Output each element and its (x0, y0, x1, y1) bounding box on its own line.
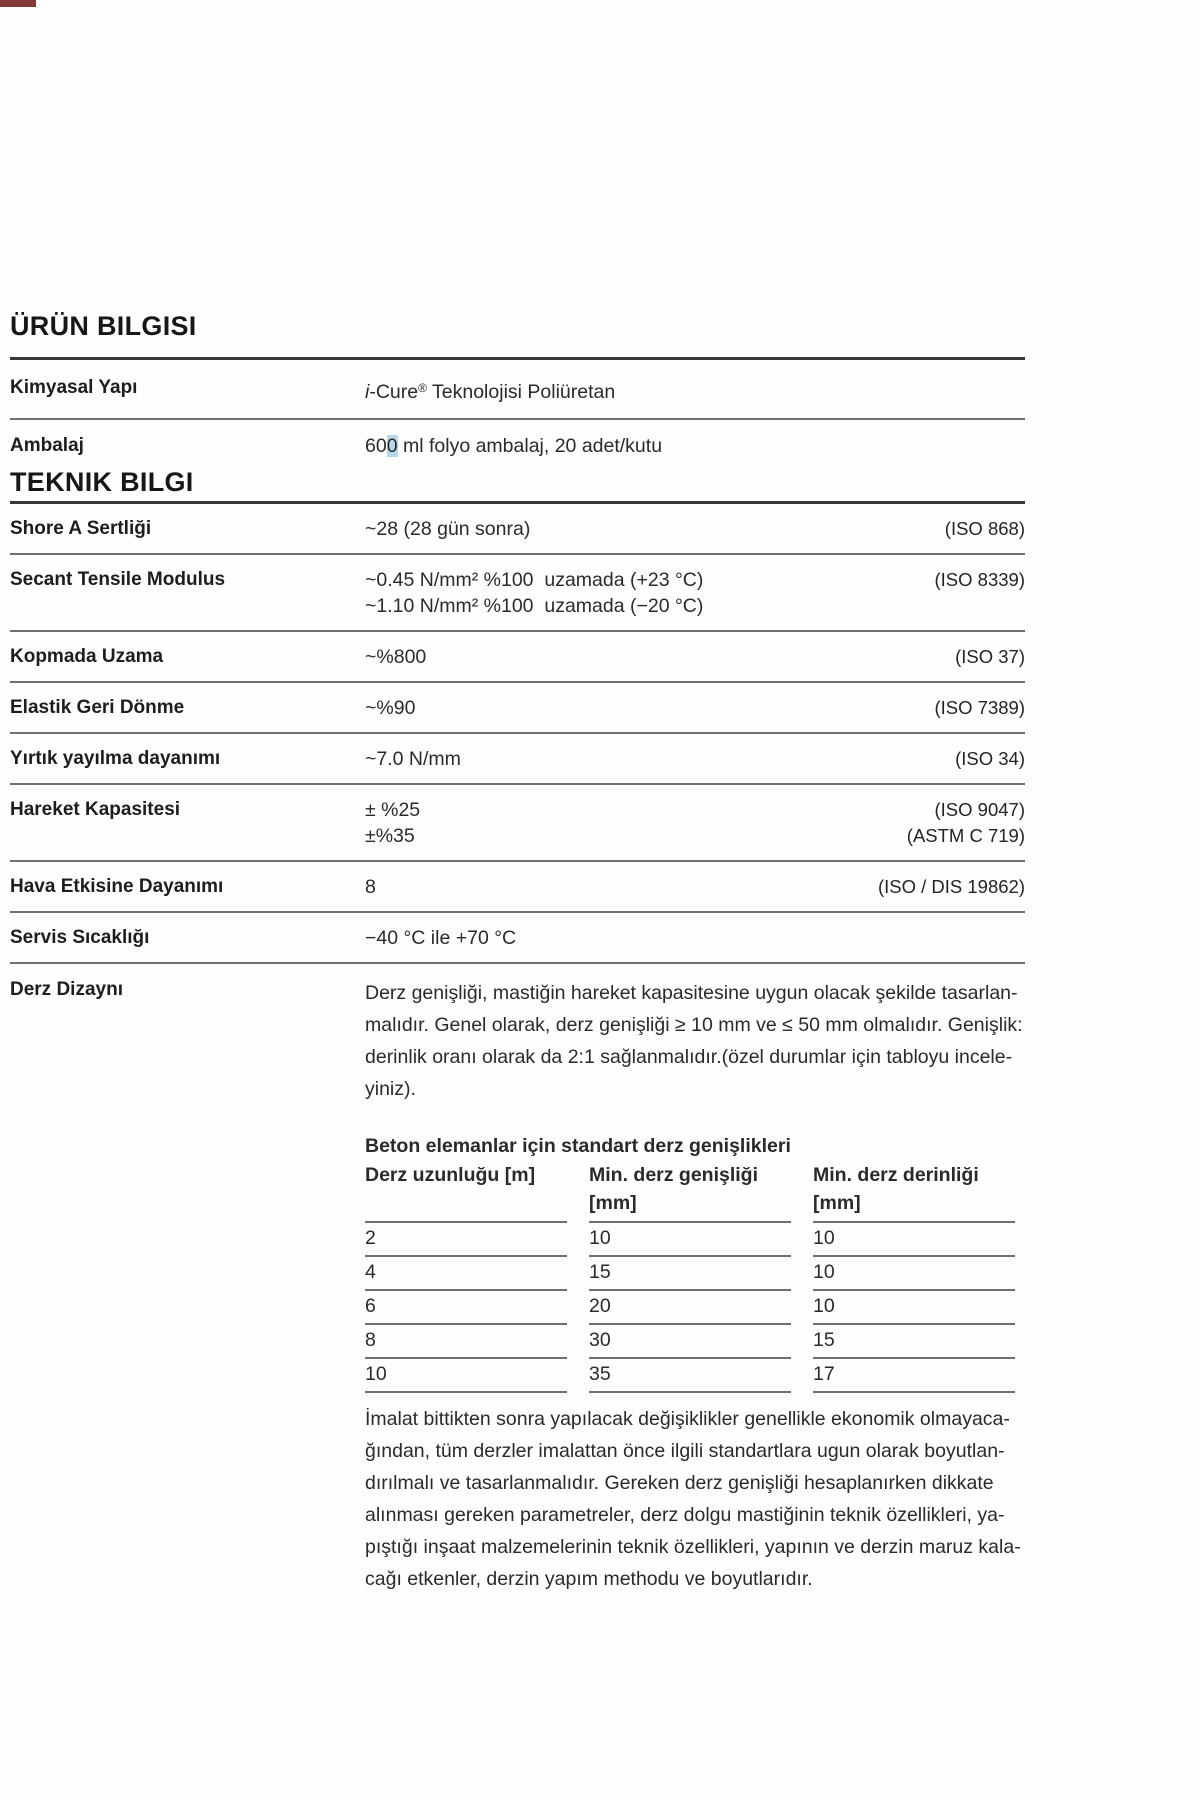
spec-standard (825, 746, 1025, 772)
spec-label: Kopmada Uzama (10, 646, 164, 667)
spec-standard (825, 695, 1025, 721)
section-title-teknik-bilgi: TEKNIK BILGI (10, 467, 194, 497)
spec-value (365, 433, 1025, 459)
table-cell: 8 (365, 1325, 567, 1359)
spec-standard (825, 874, 1025, 900)
paragraph-line: cağı etkenler, derzin yapım methodu ve boyutlarıdır. (365, 1568, 813, 1590)
column-header (365, 1161, 567, 1223)
table-title: Beton elemanlar için standart derz genişlikleri (365, 1135, 791, 1157)
table-cell: 17 (813, 1359, 1015, 1393)
column-header (813, 1161, 1015, 1223)
table-cell: 15 (589, 1257, 791, 1291)
spec-value (365, 746, 825, 772)
spec-label: Servis Sıcaklığı (10, 927, 150, 948)
spec-label: Hava Etkisine Dayanımı (10, 876, 224, 897)
spec-value (365, 797, 825, 849)
spec-value (365, 375, 1025, 405)
spec-row-shore-a (10, 504, 1025, 553)
spec-row-kimyasal-yapi (10, 360, 1025, 418)
spec-value (365, 567, 825, 619)
derz-dizayni-content (365, 977, 1025, 1595)
table-cell: 30 (589, 1325, 791, 1359)
paragraph-line: ğından, tüm derzler imalattan önce ilgili standartlara ugun olarak boyutlan- (365, 1440, 1005, 1462)
column-header-name: Min. derz genişliği (589, 1164, 759, 1186)
standard-line: (ISO 868) (944, 518, 1025, 539)
paragraph-line: dırılmalı ve tasarlanmalıdır. Gereken derz genişliği hesaplanırken dikkate (365, 1472, 994, 1494)
spec-standard (825, 567, 1025, 593)
paragraph-line: alınması gereken parametreler, derz dolgu mastiğinin teknik özellikleri, ya- (365, 1504, 1005, 1526)
spec-value-line: −40 °C ile +70 °C (365, 927, 517, 949)
value-segment: Teknolojisi Poliüretan (426, 381, 616, 403)
spec-row-kopmada-uzama (10, 632, 1025, 681)
spec-label: Derz Dizaynı (10, 979, 123, 1000)
spec-row-hareket-kapasitesi (10, 785, 1025, 860)
table-row (365, 1359, 1015, 1393)
paragraph-line: yiniz). (365, 1078, 416, 1100)
standard-line: (ISO 8339) (934, 569, 1025, 590)
value-segment: -Cure (369, 381, 419, 403)
spec-value-line: 8 (365, 876, 376, 898)
column-header-unit: [mm] (813, 1192, 861, 1214)
spec-value-line: ± %25 (365, 799, 421, 821)
spec-row-secant-modulus (10, 555, 1025, 630)
table-cell: 10 (813, 1257, 1015, 1291)
table-cell: 20 (589, 1291, 791, 1325)
spec-label: Secant Tensile Modulus (10, 569, 226, 590)
table-cell: 35 (589, 1359, 791, 1393)
column-header-unit: [mm] (589, 1192, 637, 1214)
paragraph-line: İmalat bittikten sonra yapılacak değişiklikler genellikle ekonomik olmayaca- (365, 1408, 1010, 1430)
standard-line: (ISO 37) (955, 646, 1025, 667)
value-italic-segment: i (365, 381, 370, 403)
table-cell: 4 (365, 1257, 567, 1291)
spec-row-yirtik-yayilma (10, 734, 1025, 783)
spec-value-line: ~28 (28 gün sonra) (365, 518, 531, 540)
value-segment: ml folyo ambalaj, 20 adet/kutu (397, 435, 663, 457)
registered-trademark-symbol: ® (418, 381, 427, 395)
table-header-row (365, 1161, 1015, 1223)
standard-line: (ISO 9047) (934, 799, 1025, 820)
spec-value (365, 925, 825, 951)
table-row (365, 1257, 1015, 1291)
table-cell: 10 (813, 1223, 1015, 1257)
spec-row-derz-dizayni (10, 964, 1025, 1595)
spec-label: Shore A Sertliği (10, 518, 152, 539)
spec-value-line: ~0.45 N/mm² %100 uzamada (+23 °C) (365, 569, 704, 591)
spec-row-ambalaj (10, 420, 1025, 459)
spec-value (365, 874, 825, 900)
spec-value-line: ±%35 (365, 825, 415, 847)
spec-row-servis-sicakligi (10, 913, 1025, 962)
paragraph-line: pıştığı inşaat malzemelerinin teknik özellikleri, yapının ve derzin maruz kala- (365, 1536, 1021, 1558)
table-row (365, 1223, 1015, 1257)
spec-value (365, 516, 825, 542)
spec-label: Hareket Kapasitesi (10, 799, 181, 820)
standard-line: (ISO / DIS 19862) (877, 876, 1025, 897)
table-row (365, 1325, 1015, 1359)
standard-line: (ISO 7389) (934, 697, 1025, 718)
paragraph-line: malıdır. Genel olarak, derz genişliği ≥ 10 mm ve ≤ 50 mm olmalıdır. Genişlik: (365, 1014, 1023, 1036)
table-cell: 15 (813, 1325, 1015, 1359)
paragraph-line: derinlik oranı olarak da 2:1 sağlanmalıdır.(özel durumlar için tabloyu incele- (365, 1046, 1013, 1068)
standard-line: (ASTM C 719) (906, 825, 1025, 846)
spec-row-hava-etkisine (10, 862, 1025, 911)
spec-standard (825, 516, 1025, 542)
column-header-name: Min. derz derinliği (813, 1164, 979, 1186)
value-segment: 60 (365, 435, 387, 457)
spec-standard (825, 797, 1025, 849)
column-header (589, 1161, 791, 1223)
section-title-urun-bilgisi: ÜRÜN BILGISI (10, 311, 197, 341)
spec-value-line: ~%800 (365, 646, 427, 668)
standard-line: (ISO 34) (955, 748, 1025, 769)
spec-label: Ambalaj (10, 435, 84, 456)
selection-highlight: 0 (386, 435, 398, 457)
joint-design-outro-paragraph (365, 1403, 1025, 1595)
table-cell: 10 (365, 1359, 567, 1393)
joint-design-intro-paragraph (365, 977, 1025, 1105)
spec-label: Yırtık yayılma dayanımı (10, 748, 221, 769)
paragraph-line: Derz genişliği, mastiğin hareket kapasitesine uygun olacak şekilde tasarlan- (365, 982, 1018, 1004)
table-cell: 6 (365, 1291, 567, 1325)
spec-value (365, 644, 825, 670)
joint-width-table (365, 1131, 1015, 1393)
spec-value-line: ~7.0 N/mm (365, 748, 461, 770)
table-row (365, 1291, 1015, 1325)
column-header-name: Derz uzunluğu [m] (365, 1164, 536, 1186)
spec-label: Elastik Geri Dönme (10, 697, 185, 718)
table-cell: 10 (589, 1223, 791, 1257)
spec-row-elastik-geri-donme (10, 683, 1025, 732)
table-cell: 10 (813, 1291, 1015, 1325)
spec-label: Kimyasal Yapı (10, 377, 138, 398)
table-cell: 2 (365, 1223, 567, 1257)
spec-standard (825, 644, 1025, 670)
page-content (10, 0, 1025, 1595)
spec-value-line: ~1.10 N/mm² %100 uzamada (−20 °C) (365, 595, 704, 617)
spec-value-line: ~%90 (365, 697, 416, 719)
spec-value (365, 695, 825, 721)
